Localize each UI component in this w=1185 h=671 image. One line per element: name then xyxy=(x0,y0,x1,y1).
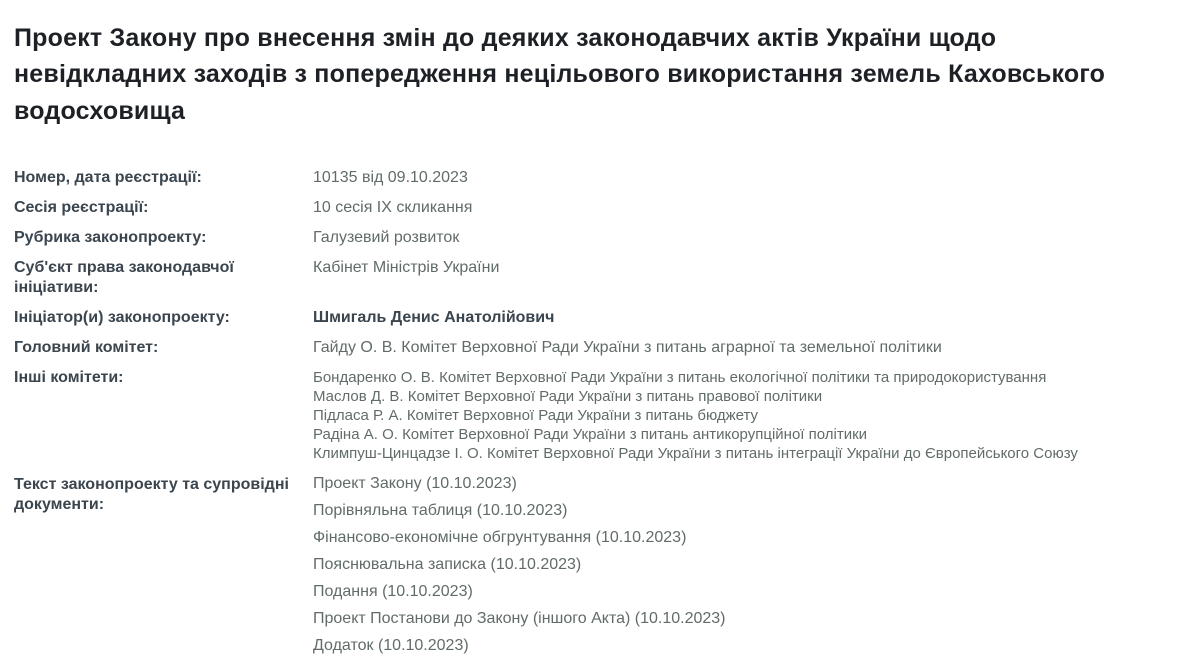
row-initiator xyxy=(14,303,1171,333)
committee-link[interactable]: Маслов Д. В. Комітет Верховної Ради України з питань правової політики xyxy=(313,387,823,405)
field-label-documents: Текст законопроекту та супровідні документи: xyxy=(14,475,289,513)
field-label-rubric: Рубрика законопроекту: xyxy=(14,228,207,246)
documents-list xyxy=(313,474,1171,656)
document-link[interactable]: Пояснювальна записка (10.10.2023) xyxy=(313,555,582,573)
field-label-head-committee: Головний комітет: xyxy=(14,338,159,356)
rubric-value: Галузевий розвиток xyxy=(313,228,460,246)
registration-number-value: 10135 від 09.10.2023 xyxy=(313,168,468,186)
committee-link[interactable]: Бондаренко О. В. Комітет Верховної Ради України з питань екологічної політики та природокористування xyxy=(313,368,1047,386)
document-link[interactable]: Проект Постанови до Закону (іншого Акта) (10.10.2023) xyxy=(313,609,726,627)
document-link[interactable]: Подання (10.10.2023) xyxy=(313,582,473,600)
field-label-session: Сесія реєстрації: xyxy=(14,198,149,216)
initiative-subject-value: Кабінет Міністрів України xyxy=(313,258,500,276)
field-label-initiator: Ініціатор(и) законопроекту: xyxy=(14,308,230,326)
row-documents xyxy=(14,468,1171,661)
page-title: Проект Закону про внесення змін до деяких законодавчих актів України щодо невідкладних заходів з попередження нецільового використання земель Каховського водосховища xyxy=(14,24,1106,125)
row-other-committees xyxy=(14,363,1171,468)
committee-link[interactable]: Климпуш-Цинцадзе І. О. Комітет Верховної Ради України з питань інтеграції України до Європейського Союзу xyxy=(313,444,1078,462)
field-label-initiative-subject: Суб'єкт права законодавчої ініціативи: xyxy=(14,258,234,296)
document-link[interactable]: Порівняльна таблиця (10.10.2023) xyxy=(313,501,568,519)
field-label-registration: Номер, дата реєстрації: xyxy=(14,168,202,186)
committee-link[interactable]: Радіна А. О. Комітет Верховної Ради України з питань антикорупційної політики xyxy=(313,425,868,443)
field-label-other-committees: Інші комітети: xyxy=(14,368,124,386)
other-committees-list xyxy=(313,368,1171,463)
row-session xyxy=(14,193,1171,223)
row-rubric xyxy=(14,223,1171,253)
row-registration-number xyxy=(14,163,1171,193)
bill-details xyxy=(14,163,1171,661)
session-value: 10 сесія IX скликання xyxy=(313,198,473,216)
document-link[interactable]: Проект Закону (10.10.2023) xyxy=(313,474,517,492)
row-initiative-subject xyxy=(14,253,1171,303)
initiator-link[interactable]: Шмигаль Денис Анатолійович xyxy=(313,308,555,326)
document-link[interactable]: Додаток (10.10.2023) xyxy=(313,636,469,654)
row-head-committee xyxy=(14,333,1171,363)
document-link[interactable]: Фінансово-економічне обгрунтування (10.10.2023) xyxy=(313,528,687,546)
head-committee-link[interactable]: Гайду О. В. Комітет Верховної Ради України з питань аграрної та земельної політики xyxy=(313,338,942,356)
committee-link[interactable]: Підласа Р. А. Комітет Верховної Ради України з питань бюджету xyxy=(313,406,759,424)
